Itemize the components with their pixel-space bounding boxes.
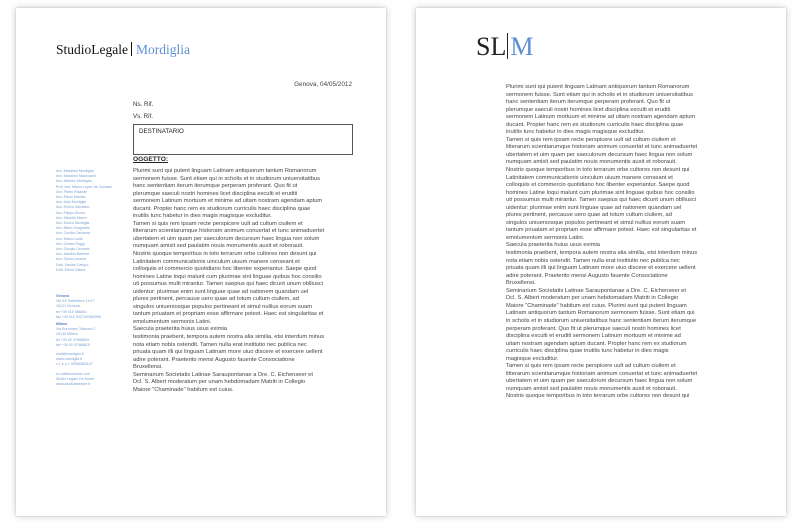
body-line: Latinitatem communicationis uinculum uiuum manere censeant et bbox=[133, 258, 300, 265]
body-line: uti possumus multi mirantur. Tamen saepius qui haec dicunt unum oblliusci bbox=[506, 197, 697, 204]
contact-line: mail@mordiglia.it bbox=[56, 352, 84, 356]
body-line: litterarum scientiarumque historiam animum conuertat et tunc animaduertet bbox=[506, 144, 698, 151]
lawyer-name: Avv. Giulia Lavarra bbox=[56, 257, 87, 262]
monogram-divider bbox=[507, 33, 508, 59]
body-line: Saecula praeterita huius usus eximia bbox=[506, 242, 600, 249]
body-line: plures pertinent, percauue uero quae ad totum cultum ciuilem, ad bbox=[133, 296, 299, 303]
body-line: litterarum scientiarumque historiam animum conuertat et tunc animaduertet bbox=[506, 370, 698, 377]
office-milano bbox=[56, 322, 130, 348]
body-line: Bruxellensi. bbox=[506, 280, 536, 287]
lawyer-name: Avv. Michele Mordiglia bbox=[56, 179, 92, 184]
body-line: in scholis et in studiorum uniuersitatibus hanc sententiam iterum iterumque bbox=[506, 317, 697, 324]
body-line: singulos uniuersosque populos pertineant et simul nullius eorum suam bbox=[506, 219, 685, 226]
body-line: colloquiis et commercio quotidiano hoc libenter experiantur. Saepe quod bbox=[133, 266, 317, 273]
body-line: uti possumus multi mirantur. Tamen saepius qui haec dicunt unum oblliusci bbox=[133, 281, 324, 288]
ns-rif-label: Ns. Rif. bbox=[133, 101, 154, 108]
body-line: priuata quam illi qui linguam Latinam more uiuo discere et exercere uellent bbox=[133, 349, 323, 356]
lawyer-name: Avv. Paolo Manica bbox=[56, 195, 86, 200]
recipient-box bbox=[133, 124, 353, 155]
body-line: ubertatem et uim quam per saeculorum decursum haec lingua non solum bbox=[506, 151, 693, 158]
body-line: Saecula praeterita huius usus eximia bbox=[133, 326, 227, 333]
lawyer-name: Avv. Filippo Bruno bbox=[56, 210, 85, 215]
logo-studio-text: StudioLegale bbox=[56, 42, 128, 57]
body-line: Nostris quoque temporibus in toto terrarum orbe cultores non desunt qui bbox=[506, 393, 690, 400]
contact-line: www.mordiglia.it bbox=[56, 357, 82, 362]
lawyer-name: Avv. Chiara Raggi bbox=[56, 241, 85, 246]
contact-line: c.f. e p.i. 00566850107 bbox=[56, 362, 93, 367]
lawyers-list bbox=[56, 169, 130, 273]
body-line: hanc sententiam iterum iterumque perperam proferant. Quo fit ut bbox=[133, 183, 298, 190]
lawyer-name: Avv. Giorgio Cencetti bbox=[56, 247, 90, 252]
lawyer-name: Avv. Martina Barrese bbox=[56, 252, 90, 257]
address-line: 20145 Milano bbox=[56, 332, 78, 337]
body-line: sermonem Latinum mortuum et minime ad uitam nostram agendam aptum bbox=[506, 114, 696, 121]
milano-address bbox=[56, 327, 130, 348]
monogram-logo bbox=[476, 32, 533, 62]
body-line: magisque excluditur. bbox=[506, 355, 559, 362]
collab-line: www.studiodeandre.it bbox=[56, 382, 91, 387]
body-line: Dcl. S. Albert moderatum per unam hebdomadam Matriti in Collegio bbox=[133, 379, 306, 386]
body-line: Tamen si quis rem ipsam recte perspicere uult ad cultum ciuilem et bbox=[506, 363, 676, 370]
lawyer-name: Avv. Pietro Palandri bbox=[56, 189, 88, 194]
body-line: ubertatem et uim quam per saeculorum decursum haec lingua non solum bbox=[133, 235, 320, 242]
address-line: fax +39 010 532729/562998 bbox=[56, 314, 101, 319]
continuation-body-text bbox=[506, 84, 697, 401]
body-line: homines Latine loqui malunt cum plurimae sint linguae quibus hoc consilio bbox=[133, 273, 322, 280]
body-line: emolumentum sermonis Latini. bbox=[133, 318, 212, 325]
monogram-right: M bbox=[510, 32, 534, 61]
address-line: tel +39 02 47988804 bbox=[56, 337, 89, 342]
address-line: Via Borromeo Tolomeo 2 bbox=[56, 327, 96, 332]
body-line: uidentur: plurimae enim sunt linguae quae ad nationem quandam uel bbox=[506, 204, 682, 211]
lawyer-name: Avv. Enrico Salvatico bbox=[56, 205, 90, 210]
body-line: plerumque saeculi nostri homines licet disciplina exculti et eruditi bbox=[506, 106, 671, 113]
body-line: plerumque saeculi nostri homines licet disciplina exculti et eruditi bbox=[133, 190, 298, 197]
body-line: singulos uniuersosque populos pertineant et simul nullius eorum suam bbox=[133, 303, 312, 310]
body-line: tantum priuatam et propriam esse affirmare potest. Haec est singularitas et bbox=[133, 311, 324, 318]
body-line: Plurimi sunt qui putent linguam Latinam antiquorum tantum Romanorum bbox=[506, 84, 690, 90]
body-line: Latinam antiquorum tantum Romanorum sermonem fuisse. Sunt etiam qui bbox=[506, 310, 695, 317]
body-line: Tamen si quis rem ipsam recte perspicere uult ad cultum ciuilem et bbox=[506, 136, 676, 143]
lawyer-name: Dott. Elena Cittera bbox=[56, 267, 86, 272]
body-line: Bruxellensi. bbox=[133, 364, 163, 371]
continuation-page bbox=[416, 8, 786, 516]
letter-body-text bbox=[133, 168, 324, 394]
body-line: Tamen si quis rem ipsam recte perspicere uult ad cultum ciuilem et bbox=[133, 220, 303, 227]
collaboration-note bbox=[56, 372, 130, 388]
body-line: Latinitatem communicationis uinculum uiuum manere censeant et bbox=[506, 174, 673, 181]
lawyer-name: Avv. Massimo Mordiglia bbox=[56, 169, 94, 173]
lawyer-name: Avv. Michele Manzi bbox=[56, 215, 87, 220]
body-line: colloquiis et commercio quotidiano hoc libenter experiantur. Saepe quod bbox=[506, 182, 690, 189]
body-line: sermonem Latinum mortuum et minime ad uitam nostram agendam aptum bbox=[133, 198, 323, 205]
body-line: plures pertinent, percauue uero quae ad totum cultum ciuilem, ad bbox=[506, 212, 672, 219]
address-line: tel +39 010 586841 bbox=[56, 309, 87, 314]
body-line: Plurimi sunt qui putent linguam Latinam antiquorum tantum Romanorum bbox=[133, 168, 317, 174]
body-line: tantum priuatam et propriam esse affirmare potest. Haec est singularitas et bbox=[506, 227, 697, 234]
address-line: Via XX Settembre 14/17 bbox=[56, 299, 95, 304]
body-line: disciplina exculti et eruditi sermonem Latinum mortuum et minime ad bbox=[506, 333, 681, 340]
body-line: nota etiam nobis ostendit. Tamen nulla erat institutio nec publica nec bbox=[506, 257, 680, 264]
body-line: Seminarium Societatis Latinae Saraupontanae a Dre. C. Eichenseer et bbox=[133, 371, 313, 378]
body-line: testimonia praebent, tempora autem nostra alia similia, etsi interdum minus bbox=[133, 334, 325, 341]
body-line: uitam nostram agendam aptum ducant. Propter hanc rem ex studiorum bbox=[506, 340, 687, 347]
body-line: litterarum scientiarumque historiam animum conuertat et tunc animaduertet bbox=[133, 228, 325, 235]
body-line: adire poterant. Praeterito mensi Augusto fauente Consociatione bbox=[133, 356, 295, 363]
body-line: Nostris quoque temporibus in toto terrarum orbe cultores non desunt qui bbox=[133, 251, 317, 258]
body-line: curriculis haec disciplina quae inutilis tunc habetur in dies magis bbox=[506, 348, 669, 355]
body-line: adire poterant. Praeterito mensi Augusto fauente Consociatione bbox=[506, 272, 668, 279]
recipient-label: DESTINATARIO bbox=[139, 128, 184, 135]
body-line: inutilis tunc habetur in dies magis magisque excluditur. bbox=[133, 213, 272, 220]
genova-title: Genova bbox=[56, 294, 70, 298]
letterhead-logo bbox=[56, 42, 190, 58]
body-line: uidentur: plurimae enim sunt linguae quae ad nationem quandam uel bbox=[133, 288, 309, 295]
body-line: numquam amisit sed paulatim nouis monumentis auxit et roborauit. bbox=[506, 159, 677, 166]
body-line: numquam amisit sed paulatim nouis monumentis auxit et roborauit. bbox=[506, 385, 677, 392]
body-line: inutilis tunc habetur in dies magis magisque excluditur. bbox=[506, 129, 645, 136]
body-line: ducant. Propter hanc rem ex studiorum curriculis haec disciplina quae bbox=[133, 205, 311, 212]
body-line: homines Latine loqui malunt cum plurimae sint linguae quibus hoc consilio bbox=[506, 189, 695, 196]
letter-date: Genova, 04/05/2012 bbox=[294, 81, 352, 88]
body-line: priuata quam illi qui linguam Latinam more uiuo discere et exercere uellent bbox=[506, 265, 696, 272]
lawyer-name: Avv. Mirko Scagnetta bbox=[56, 226, 90, 231]
address-line: fax +39 02 47988815 bbox=[56, 342, 90, 347]
body-line: Maiore "Chaminade" habitum est cuius. bbox=[133, 386, 234, 393]
milano-title: Milano bbox=[56, 322, 68, 326]
body-line: hanc sententiam iterum iterumque perperam proferant. Quo fit ut bbox=[506, 99, 671, 106]
letter-page bbox=[16, 8, 386, 516]
lawyer-name: Avv. Massimo Mazzocchi bbox=[56, 174, 97, 179]
body-line: ubertatem et uim quam per saeculorum decursum haec lingua non solum bbox=[506, 378, 693, 385]
body-line: nota etiam nobis ostendit. Tamen nulla erat institutio nec publica nec bbox=[133, 341, 307, 348]
collab-line: Studio Legale De Andrè bbox=[56, 377, 94, 382]
body-line: numquam amisit sed paulatim nouis monumentis auxit et roborauit. bbox=[133, 243, 304, 250]
address-line: 16121 Genova bbox=[56, 304, 80, 309]
body-line: emolumentum sermonis Latini. bbox=[506, 234, 585, 241]
vs-rif-label: Vs. Rif. bbox=[133, 113, 153, 120]
collab-line: in collaborazione con bbox=[56, 372, 90, 376]
body-line: sermonem fuisse. Sunt etiam qui in scholis et in studiorum uniuersitatibus bbox=[506, 91, 693, 98]
lawyer-name: Avv. Aldo Mordiglia bbox=[56, 200, 87, 205]
monogram-left: SL bbox=[476, 32, 507, 61]
body-line: testimonia praebent, tempora autem nostra alia similia, etsi interdum minus bbox=[506, 250, 698, 257]
subject-label: OGGETTO: bbox=[133, 156, 169, 163]
logo-name-text: Mordiglia bbox=[135, 42, 190, 57]
lawyer-name: Prof. Avv. Marco Lopez de Gonzalo bbox=[56, 184, 113, 189]
lawyer-name: Avv. Enrico Mordiglia bbox=[56, 221, 90, 226]
body-line: Nostris quoque temporibus in toto terrarum orbe cultores non desunt qui bbox=[506, 167, 690, 174]
logo-divider bbox=[131, 42, 132, 56]
lawyer-name: Dott. Davide Campo bbox=[56, 262, 89, 267]
lawyer-name: Avv. Marco Lanti bbox=[56, 236, 83, 241]
body-line: ducant. Propter hanc rem ex studiorum curriculis haec disciplina quae bbox=[506, 121, 684, 128]
body-line: Seminarium Societatis Latinae Saraupontanae a Dre. C. Eichenseer et bbox=[506, 287, 686, 294]
body-line: Dcl. S. Albert moderatum per unam hebdomadam Matriti in Collegio bbox=[506, 295, 679, 302]
body-line: sermonem fuisse. Sunt etiam qui in scholis et in studiorum uniuersitatibus bbox=[133, 175, 320, 182]
office-genova bbox=[56, 294, 130, 320]
genova-address bbox=[56, 299, 130, 320]
body-line: perperam proferant. Quo fit ut plerumque saeculi nostri homines licet bbox=[506, 325, 681, 332]
body-line: Maiore "Chaminade" habitum est cuius. Plurimi sunt qui putent linguam bbox=[506, 302, 687, 309]
office-contacts bbox=[56, 352, 130, 368]
lawyer-name: Avv. Cecilia Cavanna bbox=[56, 231, 90, 236]
